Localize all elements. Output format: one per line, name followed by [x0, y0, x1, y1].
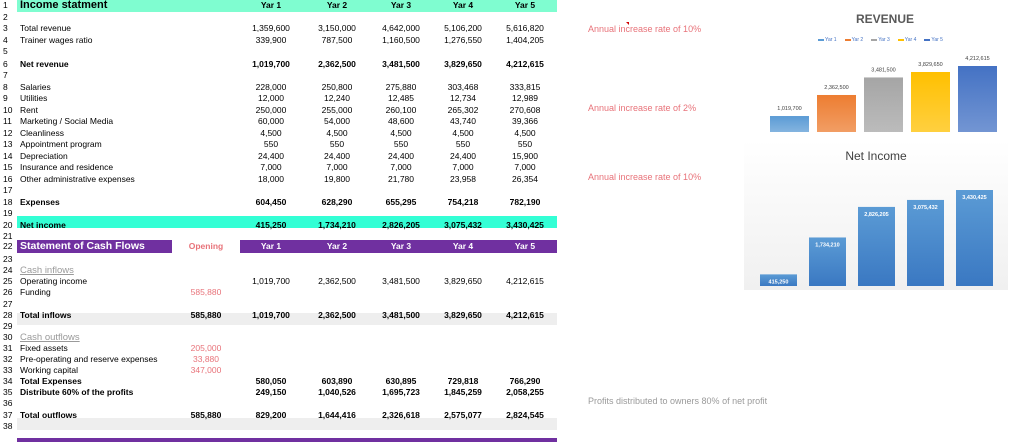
revenue-chart: [750, 0, 1020, 140]
cell-value: 1,845,259: [444, 387, 482, 398]
income-title: Income statment: [20, 0, 108, 11]
cashflow-row: [0, 265, 560, 277]
cell-value: 4,500: [452, 127, 474, 138]
row-number: 24: [3, 265, 13, 276]
year-header: Yar 2: [326, 0, 348, 10]
cell-value: 550: [393, 139, 409, 149]
row-number: 32: [3, 354, 13, 364]
cell-value: 48,600: [388, 116, 414, 126]
cell-value: 5,616,820: [506, 23, 544, 33]
cell-value: 2,362,500: [318, 309, 356, 320]
income-title-row: [0, 0, 560, 12]
cell-value: 604,450: [255, 196, 287, 207]
row-number: 13: [3, 139, 13, 149]
cashflow-row: [0, 421, 560, 433]
row-number: 29: [3, 320, 13, 331]
row-number: 28: [3, 309, 13, 320]
row-number: 10: [3, 104, 13, 115]
row-number: 15: [3, 162, 13, 172]
row-number: 4: [3, 34, 8, 45]
cell-value: 2,326,618: [382, 409, 420, 420]
cell-value: 3,481,500: [382, 276, 420, 287]
row-number: 25: [3, 276, 13, 287]
cell-value: 2,362,500: [318, 58, 356, 69]
cell-value: 829,200: [255, 409, 287, 420]
note-profits: Profits distributed to owners 80% of net profit: [588, 396, 768, 406]
cashflow-row: [0, 410, 560, 422]
row-number: 36: [3, 398, 13, 409]
cell-value: 12,989: [512, 93, 538, 103]
cashflow-row: [0, 321, 560, 333]
income-row: [0, 59, 560, 71]
revenue-bar: [817, 95, 856, 132]
cell-value: 7,000: [452, 162, 474, 172]
cell-value: 24,400: [450, 150, 476, 161]
cell-value: 12,485: [388, 93, 414, 103]
row-label: Net income: [20, 219, 66, 230]
cell-value: 23,958: [450, 173, 476, 184]
cell-value: 24,400: [388, 150, 414, 161]
cell-value: 1,019,700: [252, 276, 290, 287]
row-number: 31: [3, 342, 13, 353]
cell-value: 3,075,432: [444, 219, 482, 230]
cell-value: 1,404,205: [506, 34, 544, 45]
row-label: Salaries: [20, 81, 51, 92]
revenue-data-label: 3,829,650: [918, 62, 943, 68]
revenue-bar: [958, 66, 997, 132]
income-row: [0, 46, 560, 58]
cell-value: 4,500: [260, 127, 282, 138]
income-row: [0, 23, 560, 35]
net-income-data-label: 3,075,432: [913, 204, 938, 211]
cell-value: 3,430,425: [506, 219, 544, 230]
row-number: 35: [3, 387, 13, 398]
row-label: Total revenue: [20, 23, 72, 33]
opening-value: 347,000: [190, 365, 222, 376]
cell-value: 630,895: [385, 376, 417, 387]
cell-value: 1,644,416: [318, 409, 356, 420]
cell-value: 3,481,500: [382, 309, 420, 320]
cell-value: 550: [329, 139, 345, 149]
opening-value: 585,880: [190, 287, 222, 298]
row-number: 7: [3, 70, 8, 80]
cell-value: 339,900: [255, 34, 287, 45]
cell-value: 766,290: [509, 376, 541, 387]
income-row: [0, 162, 560, 174]
cell-value: 4,212,615: [506, 58, 544, 69]
cell-value: 1,160,500: [382, 34, 420, 45]
year-header: Yar 3: [390, 0, 412, 10]
revenue-data-label: 4,212,615: [965, 56, 990, 62]
cell-value: 550: [455, 139, 471, 149]
revenue-bar: [864, 77, 903, 132]
cashflow-row: [0, 299, 560, 311]
row-number: 3: [3, 23, 8, 33]
row-number: 17: [3, 185, 13, 195]
row-label: Cash outflows: [20, 331, 80, 343]
cell-value: 550: [263, 139, 279, 149]
cell-value: 270,608: [509, 104, 541, 115]
row-number: 12: [3, 127, 13, 138]
opening-value: 585,880: [190, 309, 222, 320]
cell-value: 4,212,615: [506, 276, 544, 287]
cell-value: 3,829,650: [444, 58, 482, 69]
cashflow-title-row: [0, 241, 560, 253]
cell-value: 7,000: [326, 162, 348, 172]
cell-value: 4,642,000: [382, 23, 420, 33]
revenue-chart-title: REVENUE: [855, 12, 914, 26]
row-label: Funding: [20, 287, 51, 298]
year-header: Yar 5: [514, 0, 536, 10]
cell-value: 228,000: [255, 81, 287, 92]
cell-value: 3,481,500: [382, 58, 420, 69]
cell-value: 7,000: [390, 162, 412, 172]
income-row: [0, 208, 560, 220]
row-label: Net revenue: [20, 58, 69, 69]
income-row: [0, 35, 560, 47]
cell-value: 39,366: [512, 116, 538, 126]
row-label: Marketing / Social Media: [20, 116, 114, 126]
comment-marker: [626, 22, 629, 25]
row-number: 26: [3, 287, 13, 298]
revenue-data-label: 2,362,500: [824, 84, 849, 91]
row-number: 6: [3, 58, 8, 69]
cell-value: 18,000: [258, 173, 284, 184]
row-number: 16: [3, 173, 13, 184]
year-header: Yar 1: [260, 0, 282, 10]
row-number: 21: [3, 231, 13, 241]
cell-value: 1,276,550: [444, 34, 482, 45]
row-label: Insurance and residence: [20, 162, 114, 172]
cashflow-row: [0, 332, 560, 344]
cell-value: 21,780: [388, 173, 414, 184]
income-row: [0, 185, 560, 197]
legend-label: Yar 3: [878, 37, 890, 43]
cell-value: 60,000: [258, 116, 284, 126]
row-label: Expenses: [20, 196, 60, 207]
cashflow-row: [0, 398, 560, 410]
cell-value: 580,050: [255, 376, 287, 387]
cell-value: 260,100: [385, 104, 417, 115]
income-row: [0, 220, 560, 232]
row-number: 34: [3, 376, 13, 387]
income-row: [0, 82, 560, 94]
cell-value: 15,900: [512, 150, 538, 161]
year-header: Yar 1: [260, 241, 282, 251]
income-row: [0, 93, 560, 105]
income-row: [0, 116, 560, 128]
cell-value: 265,302: [447, 104, 479, 115]
row-number: 22: [3, 241, 13, 251]
cell-value: 2,362,500: [318, 276, 356, 287]
cell-value: 655,295: [385, 196, 417, 207]
cell-value: 782,190: [509, 196, 541, 207]
year-header: Yar 3: [390, 241, 412, 251]
note-rent-rate: Annual increase rate of 2%: [588, 103, 697, 113]
cell-value: 2,826,205: [382, 219, 420, 230]
row-label: Other administrative expenses: [20, 173, 135, 184]
cell-value: 4,500: [514, 127, 536, 138]
cell-value: 4,500: [326, 127, 348, 138]
revenue-data-label: 1,019,700: [777, 106, 802, 113]
row-label: Rent: [20, 104, 38, 115]
row-label: Depreciation: [20, 150, 68, 161]
cashflow-row: [0, 376, 560, 388]
cell-value: 3,829,650: [444, 276, 482, 287]
net-income-chart-title: Net Income: [845, 149, 907, 163]
cell-value: 2,058,255: [506, 387, 544, 398]
net-income-bar: [907, 200, 944, 286]
cashflow-row: [0, 276, 560, 288]
row-label: Operating income: [20, 276, 88, 287]
cashflow-row: [0, 254, 560, 266]
cell-value: 275,880: [385, 81, 417, 92]
row-label: Cleanliness: [20, 127, 64, 138]
income-row: [0, 174, 560, 186]
row-number: 9: [3, 93, 8, 103]
row-label: Distribute 60% of the profits: [20, 387, 134, 398]
cell-value: 3,150,000: [318, 23, 356, 33]
legend-label: Yar 2: [851, 37, 864, 43]
row-number: 5: [3, 46, 8, 56]
cell-value: 1,695,723: [382, 387, 420, 398]
cell-value: 1,734,210: [318, 219, 356, 230]
cell-value: 24,400: [324, 150, 350, 161]
cell-value: 729,818: [447, 376, 479, 387]
cashflow-row: [0, 310, 560, 322]
revenue-data-label: 3,481,500: [871, 67, 896, 74]
cell-value: 43,740: [450, 116, 476, 126]
cell-value: 12,734: [450, 93, 476, 103]
income-row: [0, 197, 560, 209]
cell-value: 250,000: [255, 104, 287, 115]
cell-value: 603,890: [321, 376, 353, 387]
net-income-chart: [744, 140, 1008, 290]
cell-value: 4,500: [390, 127, 412, 138]
row-label: Working capital: [20, 365, 78, 376]
row-number: 18: [3, 196, 13, 207]
row-number: 27: [3, 298, 13, 309]
row-number: 2: [3, 11, 8, 22]
cell-value: 1,019,700: [252, 309, 290, 320]
row-number: 33: [3, 365, 13, 376]
year-header: Yar 5: [514, 241, 536, 251]
bottom-purple-line: [17, 438, 557, 442]
row-label: Pre-operating and reserve expenses: [20, 354, 158, 364]
row-number: 37: [3, 409, 13, 420]
net-income-data-label: 415,250: [768, 279, 789, 286]
cell-value: 5,106,200: [444, 23, 482, 33]
cell-value: 787,500: [321, 34, 353, 45]
opening-value: 585,880: [190, 409, 222, 420]
cell-value: 7,000: [260, 162, 282, 172]
revenue-bar: [911, 72, 950, 132]
note-revenue-rate: Annual increase rate of 10%: [588, 24, 702, 34]
row-number: 23: [3, 254, 13, 265]
opening-value: 33,880: [193, 354, 219, 364]
row-label: Total Expenses: [20, 376, 82, 387]
income-row: [0, 151, 560, 163]
income-row: [0, 105, 560, 117]
cashflow-title: Statement of Cash Flows: [20, 240, 145, 252]
cell-value: 2,575,077: [444, 409, 482, 420]
year-header: Yar 4: [452, 0, 474, 10]
cell-value: 250,800: [321, 81, 353, 92]
income-row: [0, 128, 560, 140]
cell-value: 19,800: [324, 173, 350, 184]
cell-value: 2,824,545: [506, 409, 544, 420]
revenue-plot: [750, 0, 1020, 140]
cell-value: 7,000: [514, 162, 536, 172]
cell-value: 4,212,615: [506, 309, 544, 320]
row-number: 20: [3, 219, 13, 230]
row-label: Appointment program: [20, 139, 102, 149]
cell-value: 415,250: [255, 219, 287, 230]
cashflow-row: [0, 287, 560, 299]
revenue-bar: [770, 116, 809, 132]
cell-value: 249,150: [255, 387, 287, 398]
row-number: 38: [3, 420, 13, 431]
cell-value: 12,000: [258, 93, 284, 103]
income-row: [0, 139, 560, 151]
cashflow-row: [0, 365, 560, 377]
cashflow-row: [0, 387, 560, 399]
row-label: Total inflows: [20, 309, 72, 320]
opening-value: 205,000: [190, 342, 222, 353]
year-header: Yar 4: [452, 241, 474, 251]
row-label: Cash inflows: [20, 265, 74, 277]
legend-label: Yar 5: [931, 37, 943, 43]
year-header: Yar 2: [326, 241, 348, 251]
cell-value: 3,829,650: [444, 309, 482, 320]
cell-value: 550: [517, 139, 533, 149]
row-label: Trainer wages ratio: [20, 34, 93, 45]
cashflow-row: [0, 343, 560, 355]
income-row: [0, 70, 560, 82]
cashflow-row: [0, 354, 560, 366]
legend-label: Yar 4: [904, 37, 917, 43]
row-label: Fixed assets: [20, 342, 68, 353]
cell-value: 255,000: [321, 104, 353, 115]
row-label: Utilities: [20, 93, 48, 103]
cell-value: 333,815: [509, 81, 541, 92]
row-number: 11: [3, 116, 12, 126]
row-number: 8: [3, 81, 8, 92]
opening-header: Opening: [188, 241, 224, 251]
cell-value: 754,218: [447, 196, 479, 207]
net-income-data-label: 2,826,205: [864, 211, 889, 218]
net-income-bar: [956, 190, 993, 286]
cell-value: 54,000: [324, 116, 350, 126]
legend-label: Yar 1: [825, 37, 837, 43]
income-row: [0, 12, 560, 24]
row-number: 19: [3, 208, 13, 218]
cell-value: 1,040,526: [318, 387, 356, 398]
net-income-data-label: 1,734,210: [815, 242, 840, 249]
row-number: 14: [3, 150, 13, 161]
note-other-rate: Annual increase rate of 10%: [588, 172, 702, 182]
net-income-plot: [744, 140, 1008, 290]
net-income-bar: [858, 207, 895, 286]
cell-value: 628,290: [321, 196, 353, 207]
cell-value: 1,359,600: [252, 23, 290, 33]
cell-value: 26,354: [512, 173, 538, 184]
cell-value: 303,468: [447, 81, 479, 92]
row-number: 1: [3, 0, 8, 10]
cell-value: 24,400: [258, 150, 284, 161]
row-label: Total outflows: [20, 409, 77, 420]
net-income-data-label: 3,430,425: [962, 195, 987, 201]
row-number: 30: [3, 331, 13, 342]
cell-value: 12,240: [324, 93, 350, 103]
cell-value: 1,019,700: [252, 58, 290, 69]
